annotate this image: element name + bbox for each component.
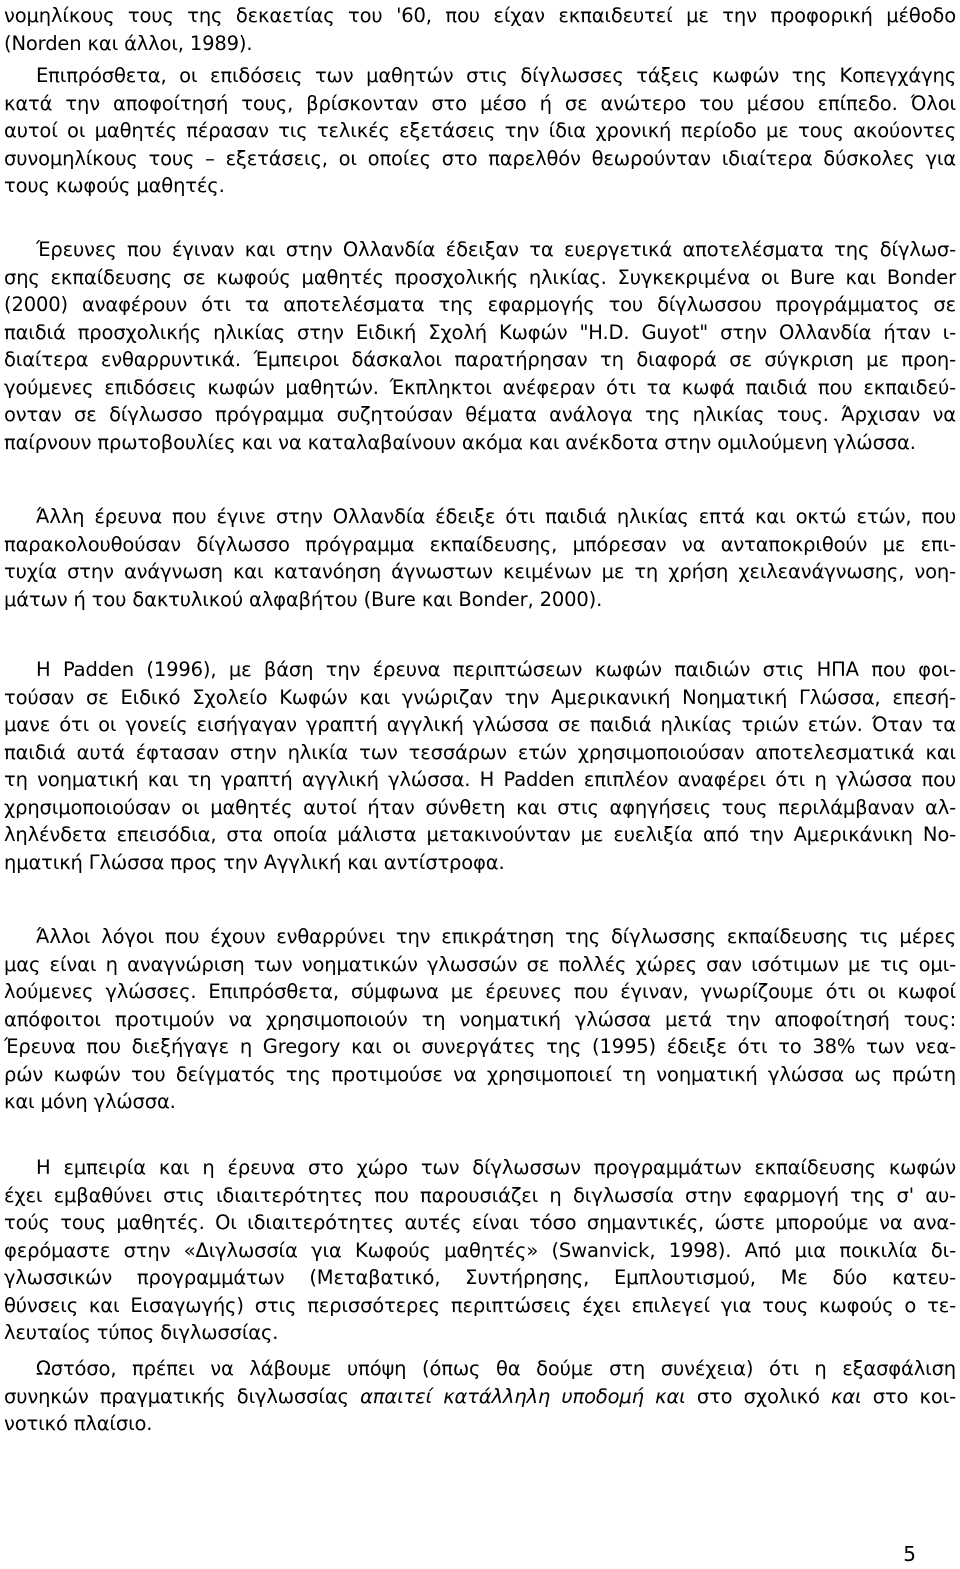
text-line: απόφοιτοι προτιμούν να χρησιμοποιούν τη νοηματική γλώσσα μετά την αποφοίτησή τους: bbox=[4, 1007, 956, 1031]
paragraph-8 bbox=[4, 1355, 956, 1438]
text-line: σης εκπαίδευσης σε κωφούς μαθητές προσχολικής ηλικίας. Συγκεκριμένα οι Bure και Bonder bbox=[4, 265, 956, 289]
text-line: νομηλίκους τους της δεκαετίας του '60, που είχαν εκπαιδευτεί με την προφορική μέθοδο bbox=[4, 4, 956, 27]
text-run: στο κοι- bbox=[861, 1384, 956, 1408]
paragraph-2 bbox=[4, 62, 956, 200]
text-line: γλωσσικών προγραμμάτων (Μεταβατικό, Συντήρησης, Εμπλουτισμού, Με δύο κατευ- bbox=[4, 1266, 956, 1289]
page-number: 5 bbox=[903, 1542, 916, 1566]
text-line: έχει εμβαθύνει στις ιδιαιτερότητες που παρουσιάζει η διγλωσσία στην εφαρμογή της σ' αυ- bbox=[4, 1183, 956, 1207]
text-line-mixed bbox=[4, 1383, 956, 1411]
paragraph-4 bbox=[4, 503, 956, 613]
emphasis-text: και bbox=[830, 1384, 862, 1408]
text-line: τυχία στην ανάγνωση και κατανόηση άγνωστων κειμένων με τη χρήση χειλεανάγνωσης, νοη- bbox=[4, 560, 956, 583]
text-line: λούμενες γλώσσες. Επιπρόσθετα, σύμφωνα με έρευνες που έγιναν, γνωρίζουμε ότι οι κωφοί bbox=[4, 980, 956, 1003]
text-line: χρησιμοποιούσαν οι μαθητές αυτοί ήταν σύνθετη και στις αφηγήσεις τους περιλάμβαναν αλ- bbox=[4, 795, 956, 819]
emphasis-text: απαιτεί κατάλληλη υποδομή και bbox=[360, 1384, 686, 1408]
text-line: Ωστόσο, πρέπει να λάβουμε υπόψη (όπως θα δούμε στη συνέχεια) ότι η εξασφάλιση bbox=[36, 1357, 956, 1380]
text-line: και μόνη γλώσσα. bbox=[4, 1090, 176, 1113]
paragraph-5 bbox=[4, 656, 956, 876]
text-line: συνομηλίκους τους – εξετάσεις, οι οποίες στο παρελθόν θεωρούνταν ιδιαίτερα δύσκολες για bbox=[4, 146, 956, 170]
text-line: ληλένδετα επεισόδια, στα οποία μάλιστα μετακινούνταν με ευελιξία από την Αμερικάνικη Νο- bbox=[4, 823, 956, 846]
text-line: ονταν σε δίγλωσσο πρόγραμμα συζητούσαν θέματα ανάλογα της ηλικίας τους. Άρχισαν να bbox=[4, 403, 956, 426]
text-line: μανε ότι οι γονείς εισήγαγαν γραπτή αγγλική γλώσσα σε παιδιά ηλικίας τριών ετών. Όταν τα bbox=[4, 713, 956, 736]
text-line: κατά την αποφοίτησή τους, βρίσκονταν στο μέσο ή σε ανώτερο του μέσου επίπεδο. Όλοι bbox=[4, 91, 956, 115]
text-line: Η Padden (1996), με βάση την έρευνα περιπτώσεων κωφών παιδιών στις ΗΠΑ που φοι- bbox=[36, 658, 956, 681]
text-line: Άλλη έρευνα που έγινε στην Ολλανδία έδειξε ότι παιδιά ηλικίας επτά και οκτώ ετών, που bbox=[36, 505, 956, 528]
text-run: συνηκών πραγματικής διγλωσσίας bbox=[4, 1384, 361, 1408]
text-line: γούμενες επιδόσεις κωφών μαθητών. Έκπληκτοι ανέφεραν ότι τα κωφά παιδιά που εκπαιδεύ- bbox=[4, 375, 956, 399]
paragraph-7 bbox=[4, 1154, 956, 1347]
paragraph-6 bbox=[4, 923, 956, 1116]
paragraph-3 bbox=[4, 236, 956, 456]
text-line: (Norden και άλλοι, 1989). bbox=[4, 31, 253, 55]
text-line: ρών κωφών του δείγματός της προτιμούσε να χρησιμοποιεί τη νοηματική γλώσσα ως πρώτη bbox=[4, 1062, 956, 1086]
text-line: παιδιά προσχολικής ηλικίας στην Ειδική Σχολή Κωφών "H.D. Guyot" στην Ολλανδία ήταν ι- bbox=[4, 320, 956, 344]
text-line: παιδιά αυτά έφτασαν στην ηλικία των τεσσάρων ετών χρησιμοποιούσαν αποτελεσματικά και bbox=[4, 740, 956, 764]
text-line: (2000) αναφέρουν ότι τα αποτελέσματα της εφαρμογής του δίγλωσσου προγράμματος σε bbox=[4, 293, 956, 316]
text-line: θύνσεις και Εισαγωγής) στις περισσότερες περιπτώσεις έχει επιλεγεί για τους κωφούς ο τε- bbox=[4, 1293, 956, 1317]
text-line: ηματική Γλώσσα προς την Αγγλική και αντίστροφα. bbox=[4, 850, 505, 874]
text-line: τούς τους μαθητές. Οι ιδιαιτερότητες αυτές είναι τόσο σημαντικές, ώστε μπορούμε να ανα- bbox=[4, 1211, 956, 1234]
text-line: μάτων ή του δακτυλικού αλφαβήτου (Bure και Bonder, 2000). bbox=[4, 587, 603, 611]
text-line: Επιπρόσθετα, οι επιδόσεις των μαθητών στις δίγλωσσες τάξεις κωφών της Κοπεγχάγης bbox=[36, 64, 956, 87]
text-line: διαίτερα ενθαρρυντικά. Έμπειροι δάσκαλοι παρατήρησαν τη διαφορά σε σύγκριση με προη- bbox=[4, 348, 956, 371]
text-line: τους κωφούς μαθητές. bbox=[4, 174, 225, 197]
text-line: τη νοηματική και τη γραπτή αγγλική γλώσσα. Η Padden επιπλέον αναφέρει ότι η γλώσσα που bbox=[4, 768, 956, 791]
text-line: αυτοί οι μαθητές πέρασαν τις τελικές εξετάσεις την ίδια χρονική περίοδο με τους ακούοντες bbox=[4, 119, 956, 142]
text-line: λευταίος τύπος διγλωσσίας. bbox=[4, 1321, 279, 1344]
text-line: παρακολουθούσαν δίγλωσσο πρόγραμμα εκπαίδευσης, μπόρεσαν να ανταποκριθούν με επι- bbox=[4, 532, 956, 556]
text-run: στο σχολικό bbox=[685, 1384, 831, 1408]
text-line: Έρευνες που έγιναν και στην Ολλανδία έδειξαν τα ευεργετικά αποτελέσματα της δίγλωσ- bbox=[36, 238, 956, 261]
paragraph-1 bbox=[4, 2, 956, 57]
text-line: Η εμπειρία και η έρευνα στο χώρο των δίγλωσσων προγραμμάτων εκπαίδευσης κωφών bbox=[36, 1156, 956, 1179]
text-line: παίρνουν πρωτοβουλίες και να καταλαβαίνουν ακόμα και ανέκδοτα στην ομιλούμενη γλώσσα. bbox=[4, 430, 916, 454]
text-line: Έρευνα που διεξήγαγε η Gregory και οι συνεργάτες της (1995) έδειξε ότι το 38% των νεα- bbox=[4, 1035, 956, 1058]
text-line: φερόμαστε στην «Διγλωσσία για Κωφούς μαθητές» (Swanvick, 1998). Από μια ποικιλία δι- bbox=[4, 1238, 956, 1262]
text-line: τούσαν σε Ειδικό Σχολείο Κωφών και γνώριζαν την Αμερικανική Νοηματική Γλώσσα, επεσή- bbox=[4, 685, 956, 709]
text-line: μας είναι η αναγνώριση των νοηματικών γλωσσών σε πολλές χώρες σαν ισότιμων με τις ομι- bbox=[4, 952, 956, 976]
text-line: Άλλοι λόγοι που έχουν ενθαρρύνει την επικράτηση της δίγλωσσης εκπαίδευσης τις μέρες bbox=[36, 925, 956, 948]
text-line: νοτικό πλαίσιο. bbox=[4, 1412, 153, 1435]
